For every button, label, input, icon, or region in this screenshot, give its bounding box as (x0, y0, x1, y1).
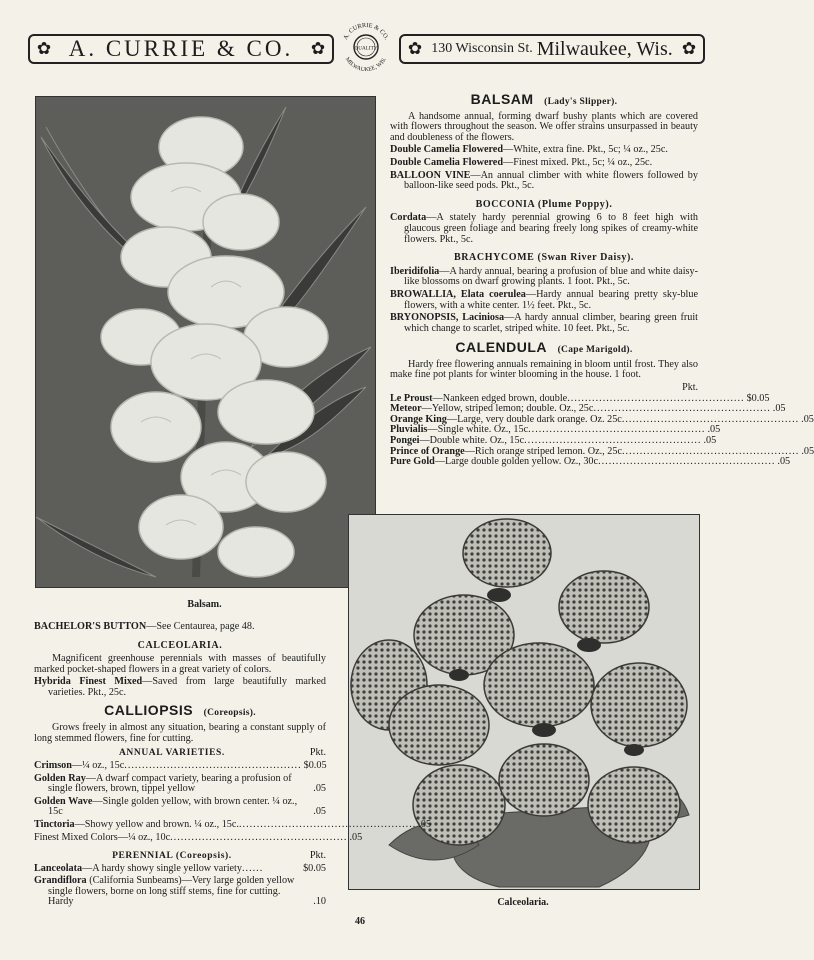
list-item (34, 622, 326, 633)
item-text: —Single white. Oz., 15c (427, 424, 529, 436)
price-row: Meteor—Yellow, striped lemon; double. Oz., 25c .................................................. .05 (390, 403, 786, 415)
price-row: Tinctoria—Showy yellow and brown. ¼ oz., 15c. .................................................. .05 (34, 818, 432, 830)
price-row: Prince of Orange—Rich orange striped lemon. Oz., 25c .................................................. .05 (390, 445, 814, 457)
item-name: Pluvialis (390, 424, 428, 436)
item-text: —A hardy annual climber, bearing green fruit which change to scarlet, striped white. 10 feet. Pkt., 5c. (404, 312, 699, 334)
item-text: —A hardy annual, bearing a profusion of blue and white daisy-like blossoms on dwarf growing plants. 1 foot. Pkt., 5c. (404, 265, 698, 288)
firm-name-box (28, 34, 334, 64)
price-row: Crimson—¼ oz., 15c .................................................. $0.05 (34, 759, 327, 771)
item-text: —A hardy showy single yellow variety (82, 862, 242, 874)
calceolaria-caption: Calceolaria. (497, 897, 549, 908)
calliopsis-subtitle: (Coreopsis). (203, 707, 256, 718)
calceolaria-intro: Magnificent greenhouse perennials with masses of beautifully marked pocket-shaped flowers in a great variety of colors. (34, 653, 326, 675)
price-row: Lanceolata—A hardy showy single yellow variety ...... $0.05 (34, 862, 326, 874)
flower-ornament-icon: ✿ (407, 39, 423, 58)
item-name: Lanceolata (34, 862, 83, 874)
svg-text:MILWAUKEE, WIS.: MILWAUKEE, WIS. (343, 56, 389, 74)
item-text: —Large, very double dark orange. Oz. 25c (446, 413, 622, 425)
calendula-title: CALENDULA (455, 339, 548, 356)
calendula-subtitle: (Cape Marigold). (557, 345, 633, 356)
item-name: Double Camelia Flowered (390, 144, 503, 156)
calceolaria-photo (348, 514, 700, 890)
list-item (390, 313, 698, 334)
item-price: .05 (801, 445, 814, 457)
item-name: Pure Gold (390, 456, 435, 468)
balsam-subtitle: (Lady's Slipper). (544, 97, 618, 107)
item-text: —Yellow, striped lemon; double. Oz., 25c (421, 403, 594, 415)
item-name: Cordata (390, 212, 427, 224)
item-name: BROWALLIA, Elata coerulea (390, 288, 526, 300)
pkt-label: Pkt. (682, 382, 698, 394)
item-text: —¼ oz., 15c (71, 759, 125, 771)
calliopsis-intro: Grows freely in almost any situation, bearing a constant supply of long stemmed flowers, fine for cutting. (34, 722, 326, 744)
calendula-intro: Hardy free flowering annuals remaining in bloom until frost. They also make fine pot plants for winter blooming in the house. 1 foot. (390, 358, 698, 381)
item-name: BRYONOPSIS, Laciniosa (390, 312, 505, 324)
item-text: —A dwarf compact variety, bearing a profusion of single flowers, brown, tippel yellow (48, 772, 292, 795)
item-text: Finest Mixed Colors—¼ oz., 10c (34, 831, 171, 843)
item-name: Prince of Orange (390, 445, 465, 457)
svg-text:QUALITY: QUALITY (354, 45, 378, 52)
item-price: .05 (707, 424, 721, 436)
flower-ornament-icon: ✿ (310, 39, 326, 58)
flower-ornament-icon: ✿ (681, 39, 697, 58)
item-price: .05 (349, 831, 363, 843)
item-name: Meteor (390, 403, 422, 415)
item-name: BALLOON VINE (390, 169, 471, 181)
price-row: Finest Mixed Colors—¼ oz., 10c .................................................. .05 (34, 831, 363, 843)
annual-header (34, 748, 326, 759)
price-row: Pongei—Double white. Oz., 15c .................................................. .05 (390, 435, 717, 447)
address-street: 130 Wisconsin St. (431, 41, 533, 56)
address-city: Milwaukee, Wis. (536, 37, 673, 60)
item-text: (California Sunbeams)—Very large golden yellow single flowers, borne on long stiff stems, fine for cutting. Hardy (48, 875, 295, 908)
item-text: —Single golden yellow, with brown center. ¼ oz., 15c (48, 795, 298, 818)
price-row (34, 876, 326, 908)
item-text: —White, extra fine. Pkt., 5c; ¼ oz., 25c. (503, 144, 668, 156)
calliopsis-title: CALLIOPSIS (104, 701, 194, 718)
item-price: .05 (703, 435, 717, 447)
annual-title: ANNUAL VARIETIES. (118, 748, 225, 759)
item-price: .05 (801, 413, 814, 425)
pkt-label: Pkt. (309, 850, 326, 862)
right-column (390, 91, 814, 468)
list-item (390, 267, 698, 288)
item-name: Crimson (34, 759, 72, 771)
item-price: $0.05 (303, 862, 326, 874)
price-row (34, 797, 326, 818)
svg-text:A. CURRIE & CO.: A. CURRIE & CO. (342, 21, 390, 41)
item-text: —Saved from large beautifully marked varieties. Pkt., 25c. (48, 676, 326, 698)
item-price: $0.05 (303, 759, 327, 771)
item-name: Double Camelia Flowered (390, 156, 503, 168)
item-price: .05 (418, 818, 432, 830)
flower-ornament-icon: ✿ (36, 39, 52, 58)
perennial-title: PERENNIAL (Coreopsis). (112, 851, 232, 862)
item-name: BACHELOR'S BUTTON (34, 621, 147, 632)
item-price: .05 (313, 806, 326, 818)
price-row: Orange King—Large, very double dark orange. Oz. 25c .................................................. .05 (390, 413, 814, 425)
perennial-header (34, 851, 326, 862)
pkt-label: Pkt. (309, 747, 326, 759)
item-name: Orange King (390, 413, 447, 425)
list-item (34, 677, 326, 698)
quality-seal-logo (337, 18, 395, 76)
item-name: Le Proust (390, 392, 433, 404)
item-text: —Large double golden yellow. Oz., 30c (434, 456, 599, 468)
price-row (34, 774, 326, 795)
item-text: —Showy yellow and brown. ¼ oz., 15c. (74, 818, 239, 830)
left-column (34, 621, 432, 908)
item-text: —Rich orange striped lemon. Oz., 25c (464, 445, 622, 457)
firm-name: A. CURRIE & CO. (68, 36, 294, 61)
item-price: $0.05 (746, 392, 770, 404)
item-name: Tinctoria (34, 818, 75, 830)
item-text: —See Centaurea, page 48. (146, 621, 255, 632)
item-text: —Nankeen edged brown, double (432, 392, 568, 404)
item-price: .05 (777, 456, 791, 468)
item-price: .05 (772, 403, 786, 415)
address-box (399, 34, 705, 64)
item-name: Grandiflora (34, 875, 87, 887)
item-name: Golden Wave (34, 795, 93, 807)
bocconia-title: BOCCONIA (Plume Poppy). (475, 198, 613, 210)
item-text: —Double white. Oz., 15c (419, 435, 525, 447)
item-text: —Hardy annual bearing pretty sky-blue flowers, with a white center. 1½ feet. Pkt., 5c. (404, 288, 698, 311)
balsam-caption: Balsam. (187, 599, 222, 610)
item-price: .05 (313, 783, 326, 795)
page-number: 46 (355, 916, 365, 927)
list-item (390, 158, 698, 169)
price-row: Le Proust—Nankeen edged brown, double .................................................. $0.05 (390, 392, 770, 404)
list-item (390, 145, 698, 156)
balsam-photo (35, 96, 376, 588)
item-text: —An annual climber with white flowers followed by balloon-like seed pods. Pkt., 5c. (404, 169, 698, 192)
calceolaria-title: CALCEOLARIA. (137, 639, 223, 651)
balsam-intro: A handsome annual, forming dwarf bushy plants which are covered with flowers throughout the season. We offer strains unsurpassed in beauty and doubleness of the flowers. (390, 110, 698, 143)
list-item (390, 290, 698, 311)
item-name: Golden Ray (34, 772, 86, 784)
item-text: —A stately hardy perennial growing 6 to 8 feet high with glaucous green foliage and bearing freely long spikes of creamy-white flowers. Pkt., 5c. (404, 212, 698, 245)
item-price: .10 (313, 896, 326, 908)
item-name: Pongei (390, 435, 420, 447)
price-row: Pluvialis—Single white. Oz., 15c .................................................. .05 (390, 424, 721, 436)
list-item (390, 213, 698, 245)
balsam-title: BALSAM (470, 91, 534, 107)
price-row: Pure Gold—Large double golden yellow. Oz., 30c .................................................. .05 (390, 456, 791, 468)
item-name: Hybrida Finest Mixed (34, 676, 143, 688)
item-text: —Finest mixed. Pkt., 5c; ¼ oz., 25c. (503, 156, 653, 168)
brachycome-title: BRACHYCOME (Swan River Daisy). (453, 252, 635, 264)
list-item (390, 171, 698, 192)
item-name: Iberidifolia (390, 265, 440, 277)
